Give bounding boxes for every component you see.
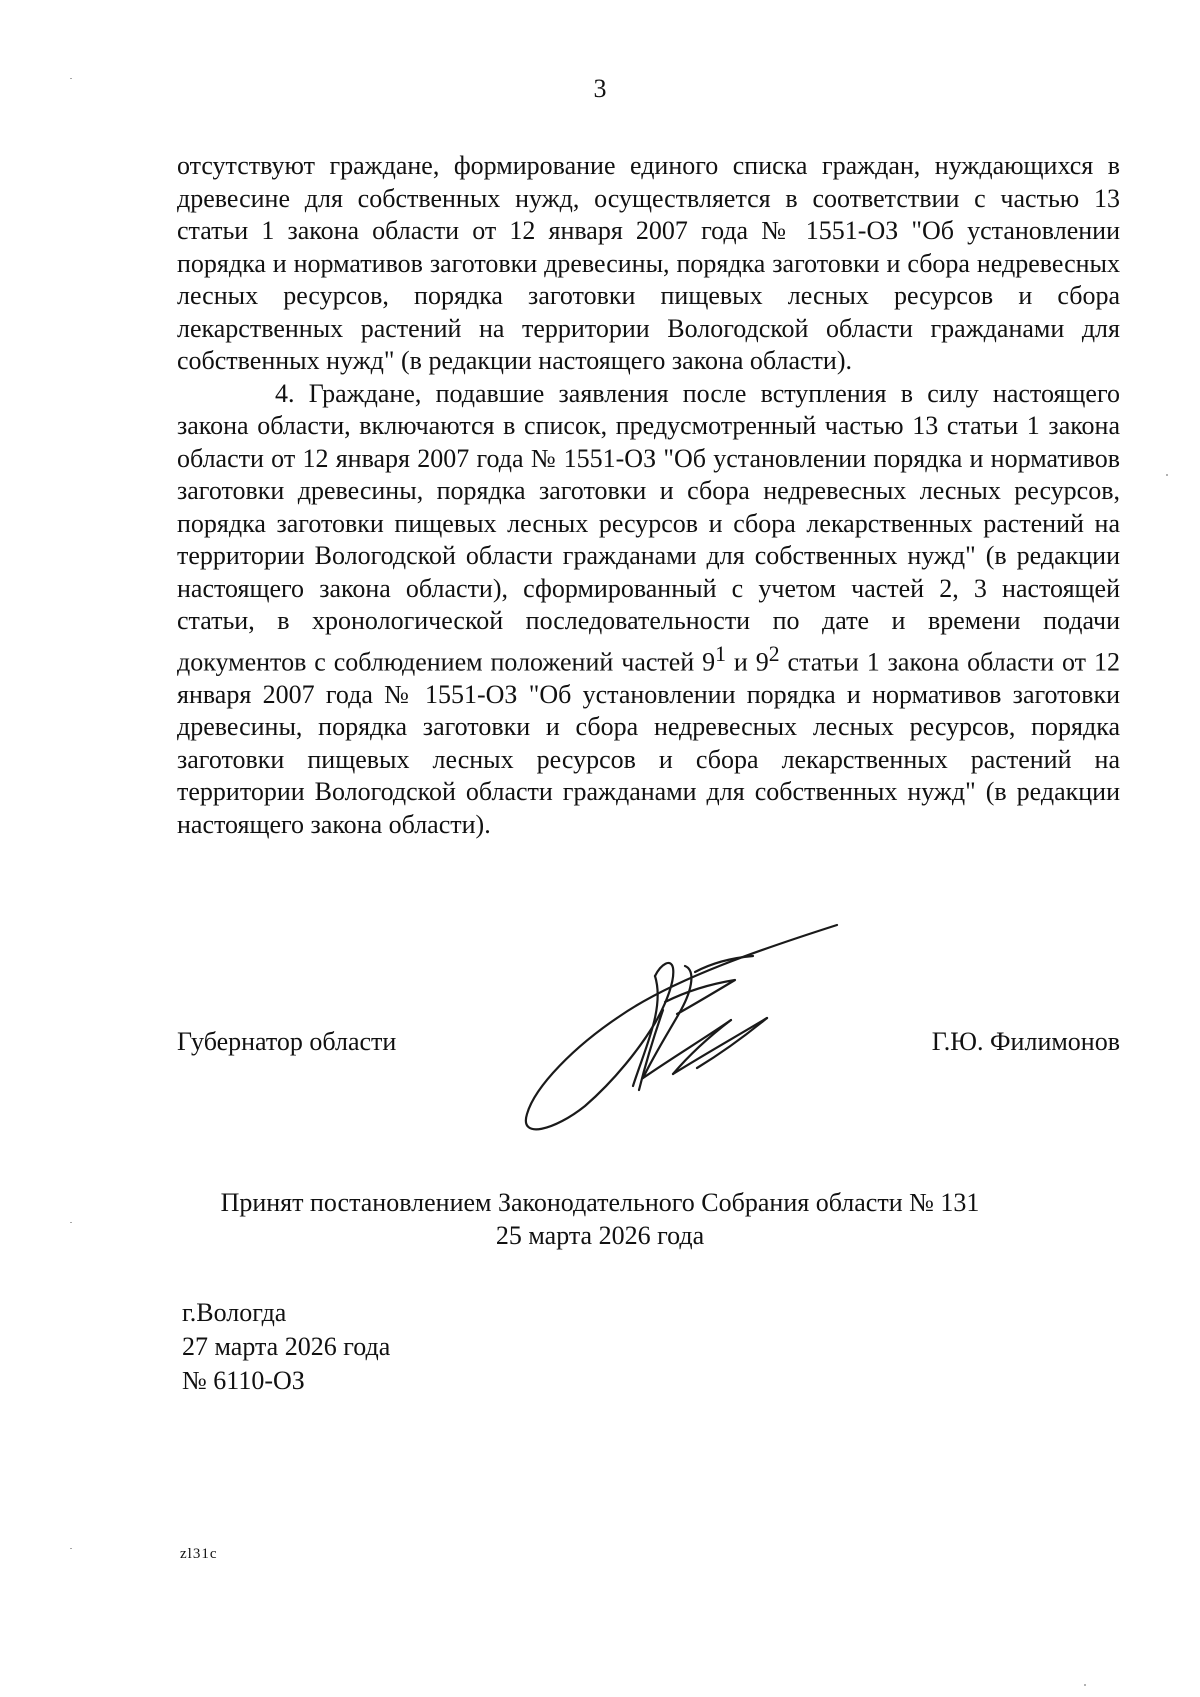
place-date-block: [182, 1296, 390, 1398]
signing-date: 27 марта 2026 года: [182, 1332, 391, 1361]
scan-speck: [70, 1222, 72, 1223]
adoption-note: [0, 1186, 1200, 1252]
signer-title: Губернатор области: [177, 1027, 397, 1056]
adoption-line-1: Принят постановлением Законодательного Собрания области № 131: [220, 1188, 980, 1217]
paragraph-text-after: статьи 1 закона области от 12 января 2007 года № 1551-ОЗ "Об установлении порядка и нормативов заготовки древесины, порядка заготовки и сбора недревесных лесных ресурсов, порядка заготовки пищевых лесных ресурсов и сбора лекарственных растений на территории Вологодской области гражданами для собственных нужд" (в редакции настоящего закона области).: [177, 647, 1120, 839]
paragraph-text-mid: и 9: [725, 647, 769, 677]
scan-speck: [70, 1548, 72, 1549]
signer-name: Г.Ю. Филимонов: [931, 1027, 1120, 1056]
superscript-1: 1: [715, 641, 726, 666]
page-number: 3: [593, 74, 607, 103]
superscript-2: 2: [768, 641, 780, 666]
document-code: zl31c: [180, 1546, 218, 1562]
document-body: [177, 150, 1120, 841]
adoption-line-2: 25 марта 2026 года: [495, 1221, 705, 1250]
paragraph-text-before: 4. Граждане, подавшие заявления после вступления в силу настоящего закона области, включаются в список, предусмотренный частью 13 статьи 1 закона области от 12 января 2007 года № 1551-ОЗ "Об установлении порядка и нормативов заготовки древесины, порядка заготовки и сбора недревесных лесных ресурсов, порядка заготовки пищевых лесных ресурсов и сбора лекарственных растений на территории Вологодской области гражданами для собственных нужд" (в редакции настоящего закона области), сформированный с учетом частей 2, 3 настоящей статьи, в хронологической последовательности по дате и времени подачи документов с соблюдением положений частей 9: [177, 378, 1120, 677]
paragraph-item-4: [177, 378, 1120, 842]
law-number: № 6110-ОЗ: [182, 1366, 305, 1395]
scan-speck: [1166, 474, 1168, 476]
handwritten-signature: [505, 918, 845, 1138]
scan-speck: [70, 78, 72, 79]
scan-speck: [1084, 1684, 1086, 1686]
paragraph-continuation: отсутствуют граждане, формирование единого списка граждан, нуждающихся в древесине для собственных нужд, осуществляется в соответствии с частью 13 статьи 1 закона области от 12 января 2007 года № 1551-ОЗ "Об установлении порядка и нормативов заготовки древесины, порядка заготовки и сбора недревесных лесных ресурсов, порядка заготовки пищевых лесных ресурсов и сбора лекарственных растений на территории Вологодской области гражданами для собственных нужд" (в редакции настоящего закона области).: [177, 151, 1120, 375]
city: г.Вологда: [182, 1298, 287, 1327]
